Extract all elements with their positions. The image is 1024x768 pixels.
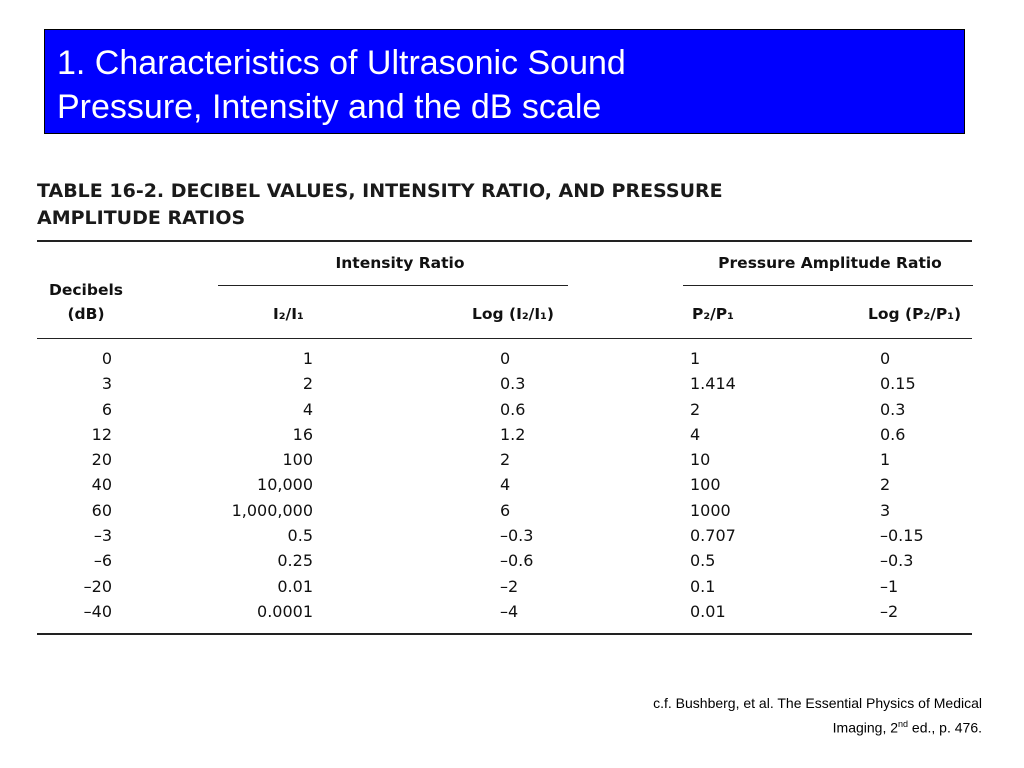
log-pressure-cell: 0 <box>880 349 891 368</box>
log-intensity-cell: 6 <box>500 500 511 520</box>
intensity-ratio-cell: 1 <box>302 349 313 368</box>
pressure-ratio-cell: 1.414 <box>690 374 736 394</box>
intensity-ratio-cell: 10,000 <box>257 475 313 495</box>
citation-superscript: nd <box>898 719 909 729</box>
intensity-ratio-cell: 0.25 <box>277 551 313 571</box>
table-row <box>0 500 1024 525</box>
pressure-ratio-cell: 1000 <box>690 500 731 520</box>
citation-line-2-prefix: Imaging, 2 <box>832 719 899 736</box>
log-pressure-column-header: Log (P₂/P₁) <box>868 305 962 323</box>
pressure-ratio-group-header: Pressure Amplitude Ratio <box>718 254 942 272</box>
pressure-ratio-cell: 10 <box>690 450 711 470</box>
pressure-ratio-column-header: P₂/P₁ <box>692 305 734 323</box>
slide-title-line-2: Pressure, Intensity and the dB scale <box>57 88 602 126</box>
log-intensity-cell: 4 <box>500 475 511 495</box>
pressure-ratio-cell: 100 <box>690 475 721 495</box>
decibels-cell: 40 <box>91 475 112 495</box>
table-row <box>0 449 1024 474</box>
decibels-unit-header: (dB) <box>67 305 105 323</box>
table-row <box>0 550 1024 575</box>
table-row <box>0 601 1024 626</box>
slide-title <box>44 29 965 134</box>
decibels-cell: –6 <box>93 551 112 571</box>
intensity-ratio-cell: 0.01 <box>277 576 313 596</box>
slide-title-line-1: 1. Characteristics of Ultrasonic Sound <box>57 44 626 82</box>
pressure-ratio-cell: 2 <box>690 399 701 419</box>
table-caption <box>37 178 837 232</box>
log-intensity-cell: –0.6 <box>500 551 534 571</box>
table-row <box>0 399 1024 424</box>
table-body <box>0 348 1024 626</box>
log-pressure-cell: –1 <box>880 576 899 596</box>
intensity-group-rule <box>218 285 568 286</box>
table-row <box>0 424 1024 449</box>
table-bottom-rule <box>37 633 972 635</box>
pressure-ratio-cell: 0.01 <box>690 601 726 621</box>
pressure-ratio-cell: 1 <box>690 349 701 368</box>
log-pressure-cell: 0.15 <box>880 374 916 394</box>
intensity-ratio-cell: 16 <box>292 424 313 444</box>
table-row <box>0 474 1024 499</box>
log-intensity-cell: 0.6 <box>500 399 526 419</box>
pressure-ratio-cell: 0.1 <box>690 576 716 596</box>
pressure-ratio-cell: 0.707 <box>690 526 736 546</box>
pressure-ratio-cell: 4 <box>690 424 701 444</box>
intensity-ratio-cell: 4 <box>302 399 313 419</box>
log-intensity-cell: 0.3 <box>500 374 526 394</box>
table-row <box>0 525 1024 550</box>
table-caption-line-1: TABLE 16-2. DECIBEL VALUES, INTENSITY RATIO, AND PRESSURE <box>37 180 723 202</box>
citation-line-1: c.f. Bushberg, et al. The Essential Physics of Medical <box>653 695 982 711</box>
decibels-cell: 12 <box>91 424 112 444</box>
intensity-ratio-column-header: I₂/I₁ <box>273 305 304 323</box>
decibels-cell: –40 <box>83 601 112 621</box>
intensity-ratio-cell: 0.0001 <box>257 601 313 621</box>
log-intensity-cell: –4 <box>500 601 519 621</box>
decibels-cell: 60 <box>91 500 112 520</box>
log-intensity-column-header: Log (I₂/I₁) <box>472 305 554 323</box>
decibels-cell: 3 <box>101 374 112 394</box>
log-pressure-cell: 2 <box>880 475 891 495</box>
decibels-cell: –3 <box>93 526 112 546</box>
decibels-cell: –20 <box>83 576 112 596</box>
citation-line-2 <box>542 714 982 739</box>
log-pressure-cell: –2 <box>880 601 899 621</box>
intensity-ratio-cell: 1,000,000 <box>231 500 313 520</box>
log-intensity-cell: 2 <box>500 450 511 470</box>
log-intensity-cell: –2 <box>500 576 519 596</box>
log-intensity-cell: 0 <box>500 349 511 368</box>
log-pressure-cell: 1 <box>880 450 891 470</box>
decibels-header: Decibels <box>48 281 124 299</box>
decibels-cell: 20 <box>91 450 112 470</box>
pressure-ratio-cell: 0.5 <box>690 551 716 571</box>
table-row <box>0 373 1024 398</box>
pressure-group-rule <box>683 285 973 286</box>
table-row <box>0 348 1024 373</box>
table-row <box>0 576 1024 601</box>
decibels-cell: 6 <box>101 399 112 419</box>
log-pressure-cell: –0.3 <box>880 551 914 571</box>
intensity-ratio-cell: 0.5 <box>287 526 313 546</box>
intensity-ratio-cell: 2 <box>302 374 313 394</box>
log-pressure-cell: –0.15 <box>880 526 924 546</box>
table-caption-line-2: AMPLITUDE RATIOS <box>37 207 246 229</box>
log-pressure-cell: 0.3 <box>880 399 906 419</box>
header-bottom-rule <box>37 338 972 339</box>
log-pressure-cell: 0.6 <box>880 424 906 444</box>
citation <box>542 693 982 739</box>
table-top-rule <box>37 240 972 242</box>
log-pressure-cell: 3 <box>880 500 891 520</box>
citation-line-2-suffix: ed., p. 476. <box>908 719 982 736</box>
decibels-cell: 0 <box>101 349 112 368</box>
intensity-ratio-group-header: Intensity Ratio <box>335 254 465 272</box>
intensity-ratio-cell: 100 <box>282 450 313 470</box>
log-intensity-cell: –0.3 <box>500 526 534 546</box>
log-intensity-cell: 1.2 <box>500 424 526 444</box>
